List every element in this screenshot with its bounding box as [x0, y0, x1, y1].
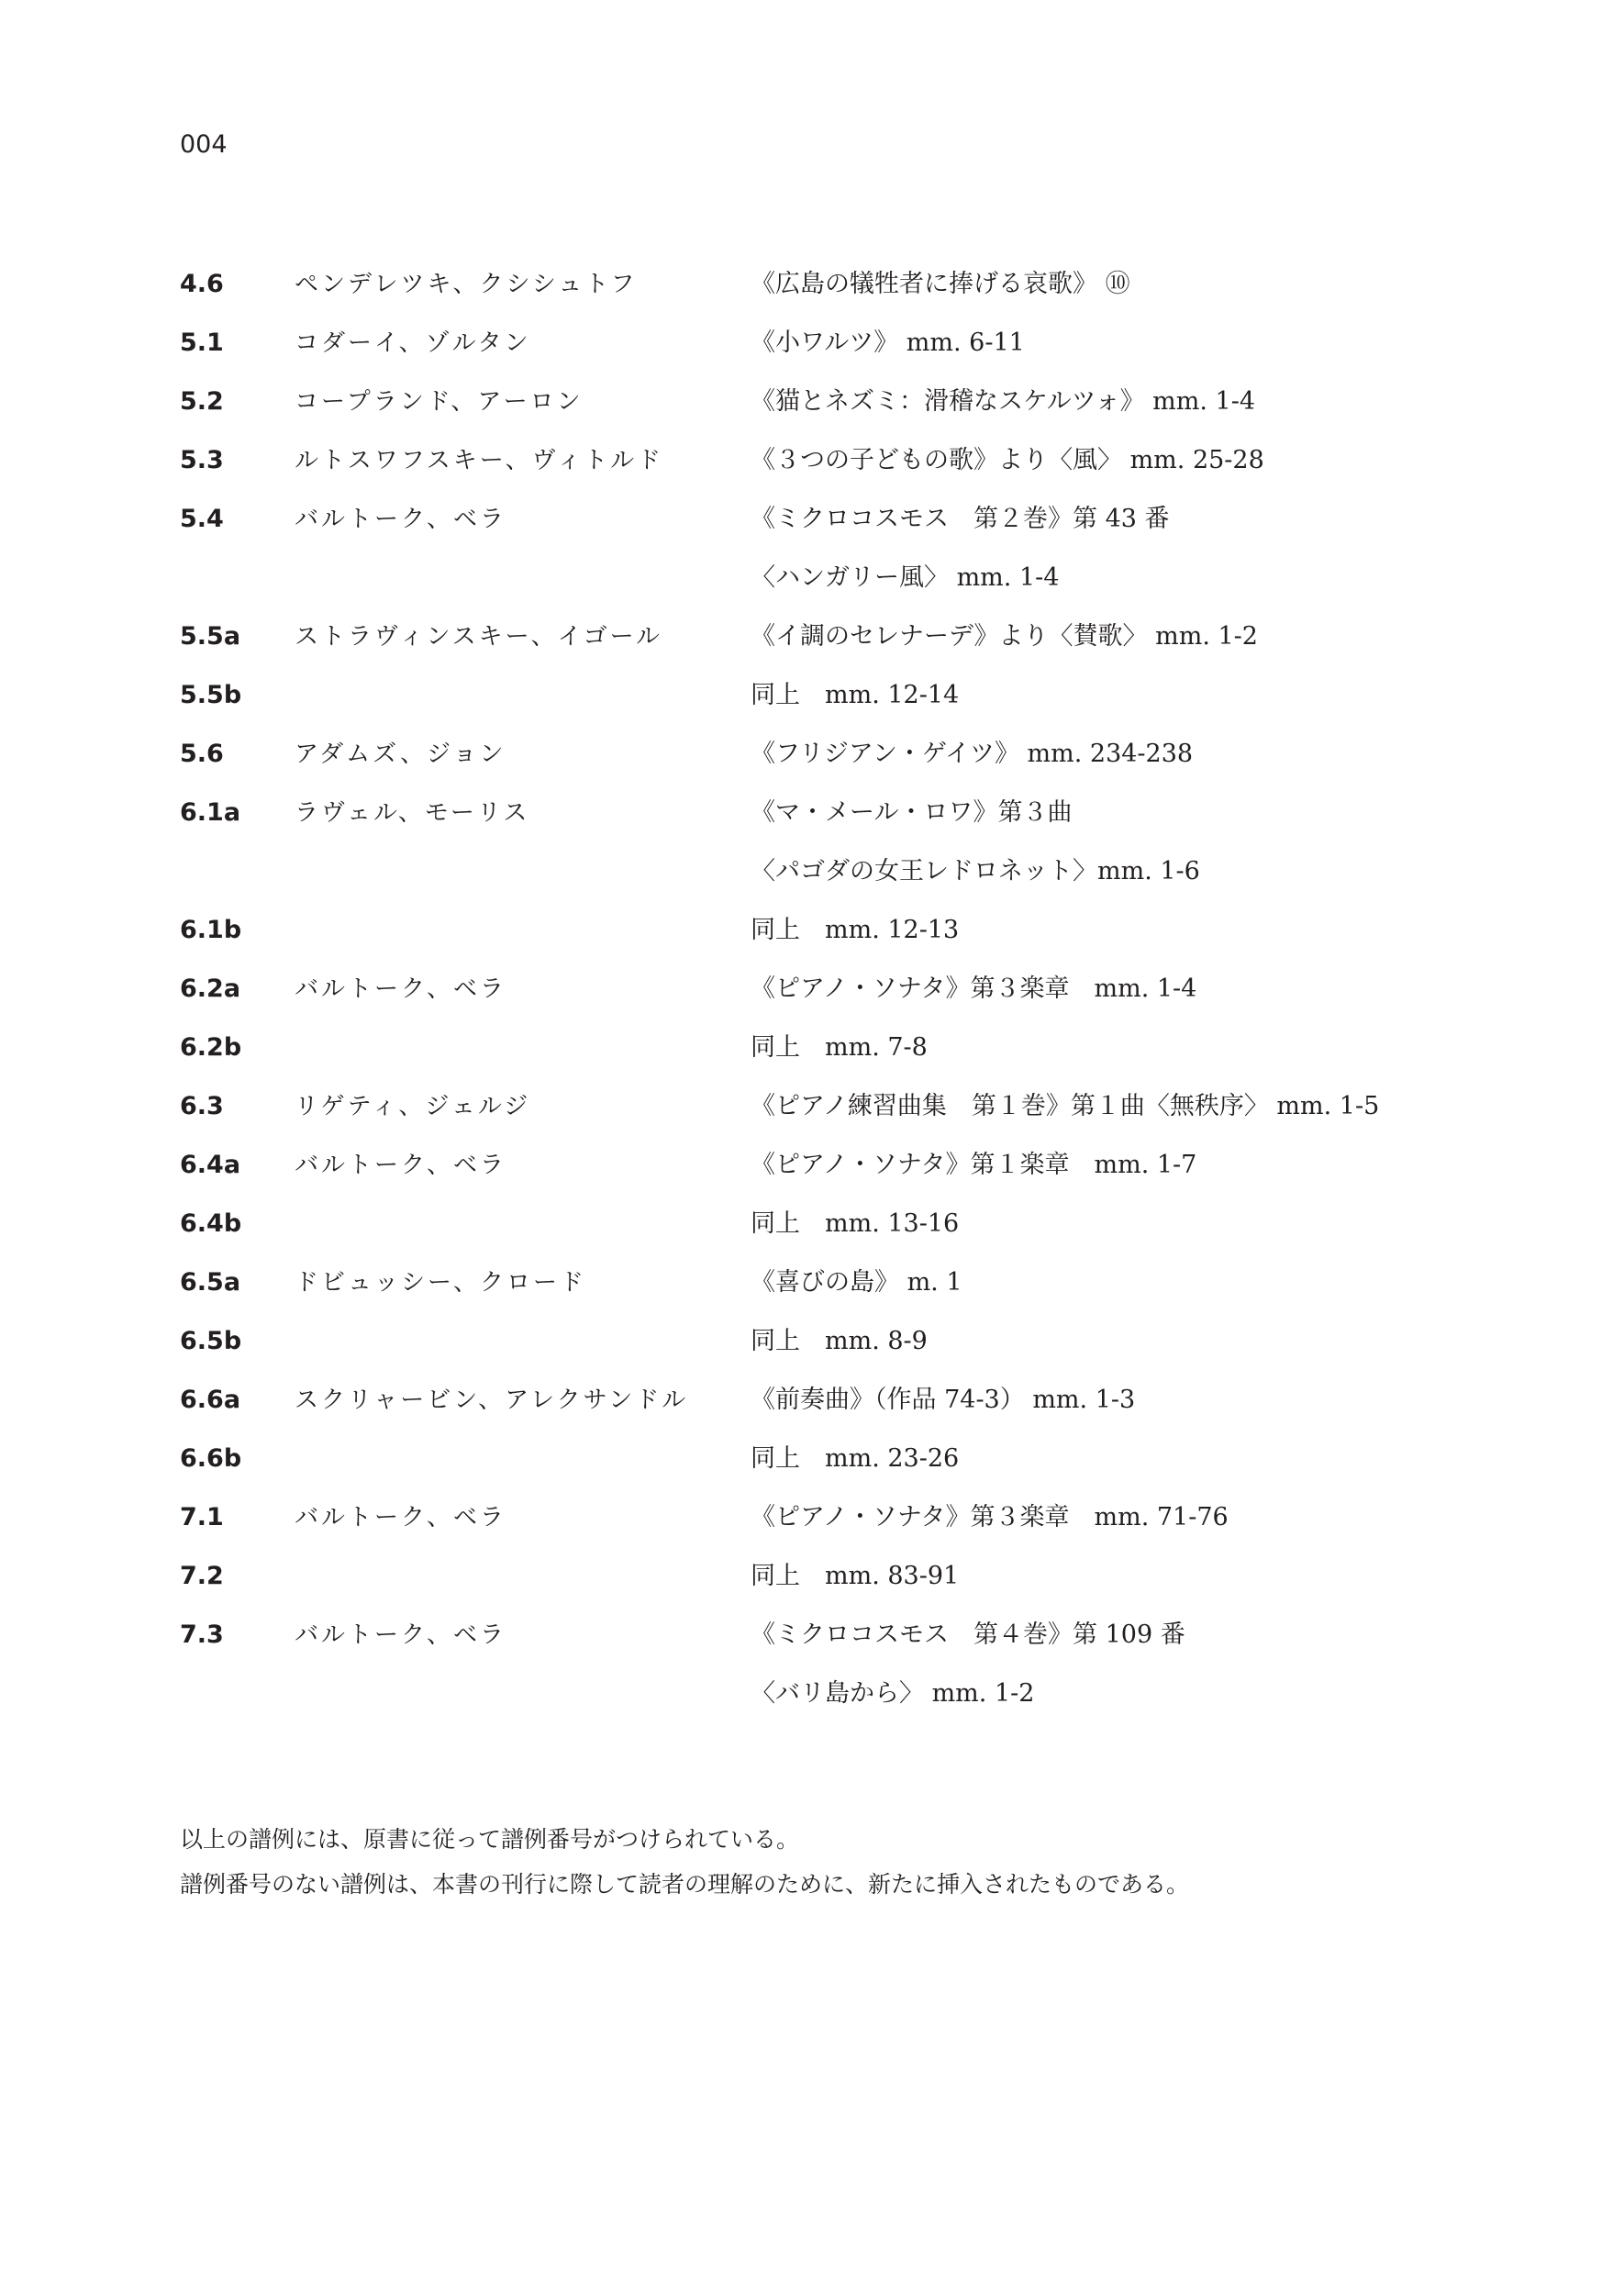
example-list [180, 260, 1464, 1728]
list-item [180, 729, 1464, 788]
example-number: 6.4b [180, 1209, 242, 1238]
list-item [180, 612, 1464, 671]
work-title: 《猫とネズミ：滑稽なスケルツォ》 mm. 1-4 [751, 387, 1256, 416]
example-number: 6.3 [180, 1092, 224, 1120]
list-item [180, 1258, 1464, 1317]
example-number: 6.2b [180, 1033, 242, 1062]
list-item [180, 1141, 1464, 1199]
work-title: 同上 mm. 12-14 [751, 681, 960, 709]
example-number: 5.2 [180, 387, 224, 416]
work-title: 《ピアノ・ソナタ》第３楽章 mm. 71-76 [751, 1503, 1229, 1531]
composer-name: スクリャービン、アレクサンドル [295, 1386, 689, 1414]
composer-name: アダムズ、ジョン [295, 741, 506, 768]
work-title: 〈パゴダの女王レドロネット〉mm. 1-6 [751, 857, 1200, 885]
work-title: 〈バリ島から〉 mm. 1-2 [751, 1679, 1035, 1708]
composer-name: リゲティ、ジェルジ [295, 1093, 531, 1120]
list-item [180, 788, 1464, 847]
example-number: 7.3 [180, 1620, 224, 1649]
list-item [180, 318, 1464, 377]
work-title: 《広島の犠牲者に捧げる哀歌》 ⑩ [751, 270, 1130, 298]
composer-name: バルトーク、ベラ [295, 975, 506, 1003]
composer-name: コダーイ、ゾルタン [295, 329, 531, 357]
example-number: 6.4a [180, 1151, 241, 1179]
composer-name: バルトーク、ベラ [295, 506, 506, 533]
list-item [180, 1199, 1464, 1258]
work-title: 同上 mm. 8-9 [751, 1327, 928, 1355]
list-item [180, 260, 1464, 318]
composer-name: ラヴェル、モーリス [295, 799, 530, 827]
footnotes [180, 1817, 1189, 1907]
work-title: 同上 mm. 12-13 [751, 916, 960, 944]
footnote-line: 譜例番号のない譜例は、本書の刊行に際して読者の理解のために、新たに挿入されたものである。 [180, 1871, 1190, 1898]
composer-name: ストラヴィンスキー、イゴール [295, 623, 663, 651]
list-item [180, 847, 1464, 906]
list-item [180, 553, 1464, 612]
list-item [180, 671, 1464, 729]
list-item [180, 1493, 1464, 1552]
work-title: 同上 mm. 13-16 [751, 1209, 960, 1238]
list-item [180, 906, 1464, 964]
composer-name: ペンデレツキ、クシシュトフ [295, 271, 638, 298]
work-title: 〈ハンガリー風〉 mm. 1-4 [751, 563, 1060, 592]
example-number: 5.5b [180, 681, 242, 709]
list-item [180, 1082, 1464, 1141]
work-title: 同上 mm. 7-8 [751, 1033, 928, 1062]
list-item [180, 1023, 1464, 1082]
example-number: 6.6b [180, 1444, 242, 1473]
list-item [180, 1317, 1464, 1375]
work-title: 《ピアノ・ソナタ》第３楽章 mm. 1-4 [751, 974, 1197, 1003]
list-item [180, 436, 1464, 495]
example-number: 5.3 [180, 446, 224, 474]
composer-name: バルトーク、ベラ [295, 1504, 506, 1531]
work-title: 《ピアノ・ソナタ》第１楽章 mm. 1-7 [751, 1151, 1197, 1179]
composer-name: バルトーク、ベラ [295, 1152, 506, 1179]
example-number: 6.5a [180, 1268, 241, 1297]
example-number: 5.6 [180, 740, 224, 768]
work-title: 《フリジアン・ゲイツ》 mm. 234-238 [751, 740, 1194, 768]
example-number: 6.5b [180, 1327, 242, 1355]
composer-name: バルトーク、ベラ [295, 1621, 506, 1649]
list-item [180, 1434, 1464, 1493]
example-number: 5.4 [180, 505, 224, 533]
list-item [180, 1552, 1464, 1610]
work-title: 《マ・メール・ロワ》第３曲 [751, 798, 1073, 827]
list-item [180, 1669, 1464, 1728]
footnote-line: 以上の譜例には、原書に従って譜例番号がつけられている。 [180, 1826, 800, 1853]
list-item [180, 1375, 1464, 1434]
work-title: 《ミクロコスモス 第４巻》第 109 番 [751, 1620, 1185, 1649]
example-number: 6.1a [180, 798, 241, 827]
composer-name: ドビュッシー、クロード [295, 1269, 586, 1297]
list-item [180, 964, 1464, 1023]
list-item [180, 377, 1464, 436]
work-title: 《イ調のセレナーデ》より〈賛歌〉 mm. 1-2 [751, 622, 1258, 651]
work-title: 《喜びの島》 m. 1 [751, 1268, 962, 1297]
example-number: 6.1b [180, 916, 242, 944]
list-item [180, 495, 1464, 553]
work-title: 同上 mm. 83-91 [751, 1562, 960, 1590]
example-number: 5.5a [180, 622, 241, 651]
example-number: 6.2a [180, 974, 241, 1003]
list-item [180, 1610, 1464, 1669]
work-title: 《ミクロコスモス 第２巻》第 43 番 [751, 505, 1170, 533]
example-number: 7.1 [180, 1503, 224, 1531]
example-number: 5.1 [180, 329, 224, 357]
work-title: 《ピアノ練習曲集 第１巻》第１曲〈無秩序〉 mm. 1-5 [751, 1092, 1380, 1120]
work-title: 《３つの子どもの歌》より〈風〉 mm. 25-28 [751, 446, 1264, 474]
example-number: 7.2 [180, 1562, 224, 1590]
example-number: 4.6 [180, 270, 224, 298]
example-number: 6.6a [180, 1386, 241, 1414]
work-title: 《前奏曲》（作品 74-3） mm. 1-3 [751, 1386, 1136, 1414]
composer-name: コープランド、アーロン [295, 388, 584, 416]
page-number: 004 [180, 130, 228, 159]
composer-name: ルトスワフスキー、ヴィトルド [295, 447, 664, 474]
work-title: 同上 mm. 23-26 [751, 1444, 960, 1473]
work-title: 《小ワルツ》 mm. 6-11 [751, 329, 1025, 357]
